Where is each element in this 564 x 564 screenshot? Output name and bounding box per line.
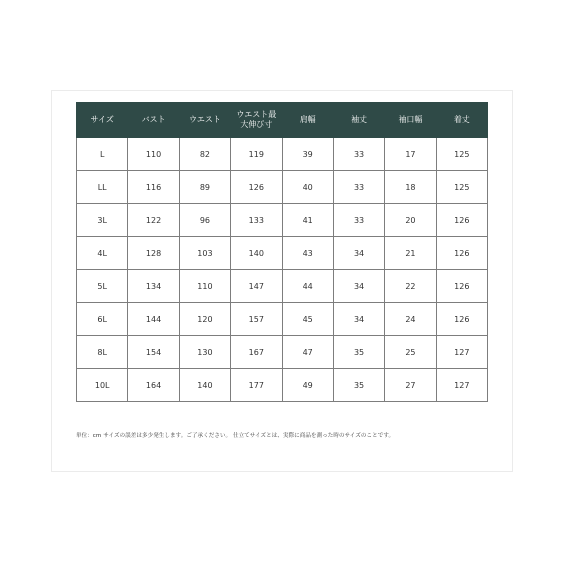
cell-total-length: 125 [436, 138, 487, 171]
size-note: 単位：cm サイズの誤差は多少発生します。ご了承ください。 仕立てサイズとは、実際に商品を測った時のサイズのことです。 [76, 433, 395, 439]
cell-cuff-width: 27 [385, 369, 436, 402]
cell-waist-max-stretch: 157 [231, 303, 282, 336]
table-row [77, 237, 488, 270]
header-waist-max-line2: 大伸び寸 [240, 120, 273, 129]
cell-waist: 96 [179, 204, 230, 237]
cell-waist-max-stretch: 119 [231, 138, 282, 171]
table-header-row [77, 103, 488, 138]
cell-waist: 103 [179, 237, 230, 270]
cell-waist: 120 [179, 303, 230, 336]
header-waist-max-stretch [231, 103, 282, 138]
cell-bust: 134 [128, 270, 179, 303]
cell-size: 6L [77, 303, 128, 336]
header-waist: ウエスト [179, 103, 230, 138]
cell-size: 5L [77, 270, 128, 303]
cell-waist: 130 [179, 336, 230, 369]
cell-total-length: 126 [436, 270, 487, 303]
cell-bust: 128 [128, 237, 179, 270]
cell-size: 8L [77, 336, 128, 369]
cell-shoulder-width: 40 [282, 171, 333, 204]
cell-bust: 164 [128, 369, 179, 402]
cell-total-length: 125 [436, 171, 487, 204]
cell-sleeve-length: 33 [333, 138, 384, 171]
header-cuff-width: 袖口幅 [385, 103, 436, 138]
cell-waist-max-stretch: 147 [231, 270, 282, 303]
cell-size: 4L [77, 237, 128, 270]
table-row [77, 138, 488, 171]
cell-cuff-width: 21 [385, 237, 436, 270]
header-bust: バスト [128, 103, 179, 138]
table-row [77, 270, 488, 303]
cell-shoulder-width: 41 [282, 204, 333, 237]
cell-total-length: 127 [436, 369, 487, 402]
cell-shoulder-width: 43 [282, 237, 333, 270]
table-row [77, 171, 488, 204]
cell-shoulder-width: 45 [282, 303, 333, 336]
cell-waist-max-stretch: 177 [231, 369, 282, 402]
cell-size: L [77, 138, 128, 171]
size-table [76, 102, 488, 402]
header-sleeve-length: 袖丈 [333, 103, 384, 138]
cell-cuff-width: 18 [385, 171, 436, 204]
cell-size: 10L [77, 369, 128, 402]
cell-bust: 110 [128, 138, 179, 171]
cell-total-length: 126 [436, 237, 487, 270]
cell-waist: 89 [179, 171, 230, 204]
cell-total-length: 126 [436, 204, 487, 237]
cell-cuff-width: 22 [385, 270, 436, 303]
cell-cuff-width: 25 [385, 336, 436, 369]
table-body [77, 138, 488, 402]
cell-total-length: 127 [436, 336, 487, 369]
cell-bust: 116 [128, 171, 179, 204]
cell-total-length: 126 [436, 303, 487, 336]
header-shoulder-width: 肩幅 [282, 103, 333, 138]
cell-waist-max-stretch: 133 [231, 204, 282, 237]
cell-sleeve-length: 35 [333, 369, 384, 402]
cell-sleeve-length: 34 [333, 270, 384, 303]
header-size: サイズ [77, 103, 128, 138]
header-total-length: 着丈 [436, 103, 487, 138]
cell-waist-max-stretch: 167 [231, 336, 282, 369]
cell-bust: 154 [128, 336, 179, 369]
table-row [77, 336, 488, 369]
cell-waist-max-stretch: 140 [231, 237, 282, 270]
cell-cuff-width: 24 [385, 303, 436, 336]
cell-cuff-width: 17 [385, 138, 436, 171]
cell-sleeve-length: 34 [333, 303, 384, 336]
table-row [77, 369, 488, 402]
cell-waist-max-stretch: 126 [231, 171, 282, 204]
cell-waist: 82 [179, 138, 230, 171]
cell-sleeve-length: 33 [333, 204, 384, 237]
header-waist-max-line1: ウエスト最 [236, 110, 277, 119]
cell-size: 3L [77, 204, 128, 237]
cell-bust: 144 [128, 303, 179, 336]
cell-sleeve-length: 33 [333, 171, 384, 204]
cell-waist: 140 [179, 369, 230, 402]
cell-waist: 110 [179, 270, 230, 303]
cell-sleeve-length: 35 [333, 336, 384, 369]
cell-shoulder-width: 49 [282, 369, 333, 402]
cell-sleeve-length: 34 [333, 237, 384, 270]
cell-size: LL [77, 171, 128, 204]
table-row [77, 303, 488, 336]
cell-shoulder-width: 44 [282, 270, 333, 303]
cell-shoulder-width: 39 [282, 138, 333, 171]
cell-cuff-width: 20 [385, 204, 436, 237]
table-row [77, 204, 488, 237]
cell-shoulder-width: 47 [282, 336, 333, 369]
cell-bust: 122 [128, 204, 179, 237]
